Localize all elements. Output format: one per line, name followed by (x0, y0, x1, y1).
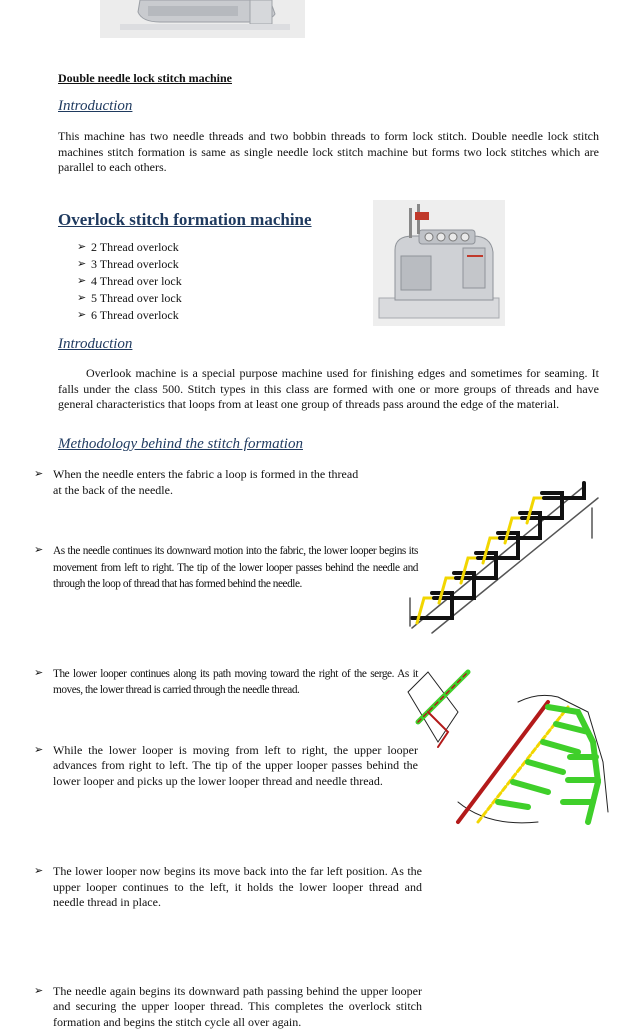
list-item: ➢ 4 Thread over lock (77, 273, 237, 290)
list-item: ➢ 5 Thread over lock (77, 290, 237, 307)
overlock-types-list (77, 239, 237, 324)
methodology-heading: Methodology behind the stitch formation (58, 436, 303, 453)
arrow-bullet-icon: ➢ (34, 743, 43, 759)
overlock-machine-image (373, 200, 505, 326)
list-item: ➢ 3 Thread overlock (77, 256, 237, 273)
arrow-bullet-icon: ➢ (77, 307, 86, 324)
arrow-bullet-icon: ➢ (34, 864, 43, 880)
list-item: ➢ While the lower looper is moving from left to right, the upper looper advances from right to left. The tip of the upper looper passes behind the lower looper and picks up the lower looper thread and needle thread. (20, 743, 418, 790)
list-item: ➢ When the needle enters the fabric a loop is formed in the thread at the back of the needle. (20, 467, 365, 498)
list-item: ➢ The needle again begins its downward path passing behind the upper looper and securing the upper looper thread. This completes the overlock stitch formation and begins the stitch cycle all over again. (20, 984, 422, 1030)
list-item: ➢ 2 Thread overlock (77, 239, 237, 256)
arrow-bullet-icon: ➢ (34, 467, 43, 483)
overlock-intro-heading: Introduction (58, 336, 132, 353)
machine-image-top (100, 0, 305, 38)
double-needle-intro-text: This machine has two needle threads and two bobbin threads to form lock stitch. Double needle lock stitch machines stitch formation is same as single needle lock stitch machine but forms two lock stitches which are parallel to each others. (58, 129, 599, 176)
double-needle-title: Double needle lock stitch machine (58, 71, 232, 86)
arrow-bullet-icon: ➢ (77, 290, 86, 307)
double-needle-intro-heading: Introduction (58, 98, 132, 115)
arrow-bullet-icon: ➢ (77, 239, 86, 256)
arrow-bullet-icon: ➢ (34, 543, 43, 559)
overlock-thread-illustration (398, 652, 620, 832)
list-item: ➢ As the needle continues its downward motion into the fabric, the lower looper begins its movement from left to right. The tip of the lower looper passes behind the needle and through the loop of thread that has formed behind the needle. (20, 543, 418, 593)
arrow-bullet-icon: ➢ (34, 666, 43, 682)
arrow-bullet-icon: ➢ (77, 256, 86, 273)
list-item: ➢ The lower looper now begins its move back into the far left position. As the upper looper continues to the left, it holds the lower looper thread and needle thread in place. (20, 864, 422, 911)
overlock-intro-text: Overlook machine is a special purpose machine used for finishing edges and sometimes for seaming. It falls under the class 500. Stitch types in this class are formed with one or more groups of threads and have general characteristics that loops from at least one group of threads pass around the edge of the material. (58, 366, 599, 413)
list-item: ➢ The lower looper continues along its path moving toward the right of the serge. As it moves, the lower thread is carried through the needle thread. (20, 666, 418, 699)
arrow-bullet-icon: ➢ (34, 984, 43, 1000)
overlock-heading: Overlock stitch formation machine (58, 210, 312, 230)
arrow-bullet-icon: ➢ (77, 273, 86, 290)
list-item: ➢ 6 Thread overlock (77, 307, 237, 324)
overlock-stitch-diagram (392, 478, 614, 638)
